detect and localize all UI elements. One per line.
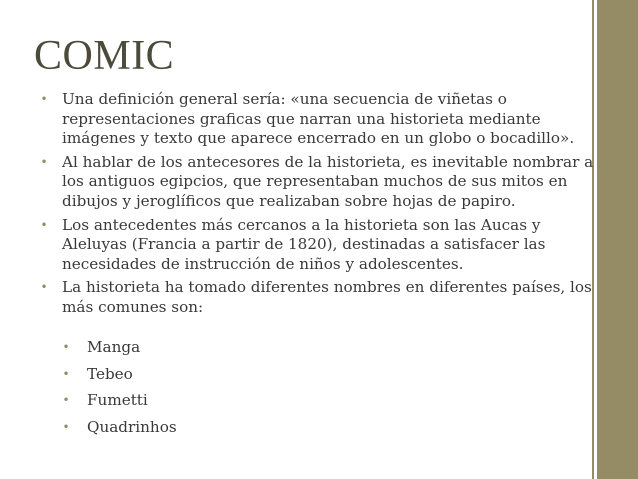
- bullet-icon: •: [40, 92, 48, 106]
- bullet-item-antecesores: [30, 153, 596, 212]
- sub-bullet-text: Tebeo: [87, 364, 133, 383]
- sub-bullet-text: Quadrinhos: [87, 417, 177, 436]
- bullet-text: Al hablar de los antecesores de la historieta, es inevitable nombrar a los antiguos egipcios, que representaban muchos de sus mitos en dibujos y jeroglíficos que realizaban sobre hojas de papiro.: [62, 152, 594, 210]
- sub-bullet-item-fumetti: [30, 391, 596, 411]
- sub-bullet-text: Manga: [87, 338, 141, 356]
- slide-title: COMIC: [34, 33, 175, 79]
- bullet-icon: •: [40, 280, 48, 295]
- bullet-item-nombres: [30, 278, 596, 317]
- bullet-text: La historieta ha tomado diferentes nombres en diferentes países, los más comunes son:: [62, 278, 592, 316]
- sub-bullet-icon: •: [62, 419, 70, 434]
- sub-bullet-item-manga: [30, 338, 596, 358]
- sub-bullet-icon: •: [62, 393, 70, 408]
- bullet-text: Los antecedentes más cercanos a la historieta son las Aucas y Aleluyas (Francia a partir de 1820), destinadas a satisfacer las necesidades de instrucción de niños y adolescentes.: [62, 215, 546, 273]
- bullet-item-antecedentes: [30, 216, 596, 275]
- sub-bullet-list: [30, 338, 596, 437]
- sub-bullet-icon: •: [62, 366, 70, 381]
- bullet-item-definition: [30, 90, 596, 149]
- bullet-list: [30, 90, 596, 318]
- sub-bullet-item-quadrinhos: [30, 418, 596, 438]
- side-accent-bar: [597, 0, 638, 479]
- sub-bullet-icon: •: [62, 340, 70, 354]
- bullet-icon: •: [40, 217, 48, 232]
- sub-bullet-item-tebeo: [30, 365, 596, 385]
- bullet-icon: •: [40, 154, 48, 169]
- sub-bullet-text: Fumetti: [87, 391, 148, 410]
- bullet-text: Una definición general sería: «una secuencia de viñetas o representaciones graficas que narran una historieta mediante imágenes y texto que aparece encerrado en un globo o bocadillo».: [62, 90, 575, 148]
